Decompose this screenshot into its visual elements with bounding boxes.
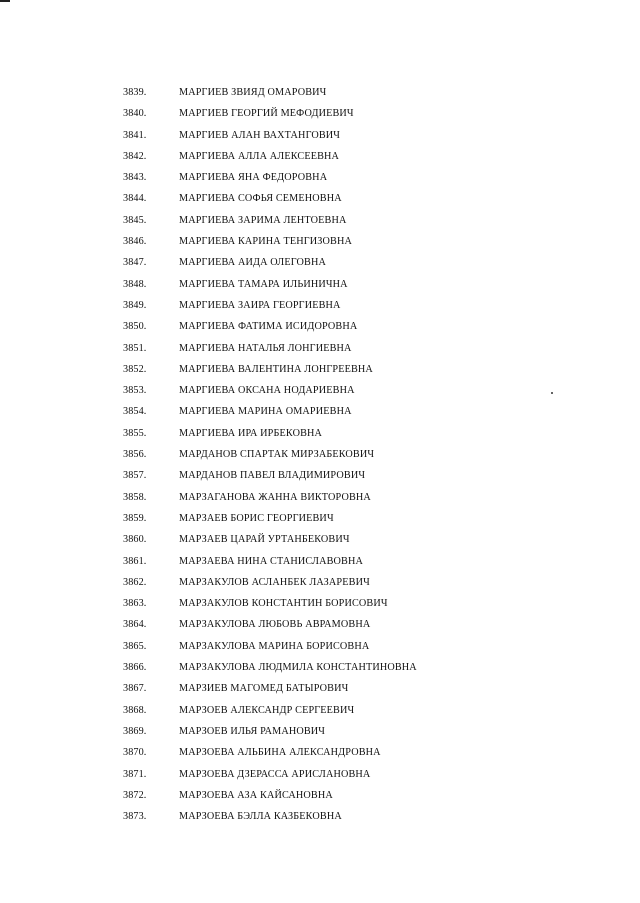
list-item [0, 252, 640, 273]
list-item [0, 764, 640, 785]
entry-number: 3848. [123, 278, 147, 290]
entry-name: МАРЗОЕВА ДЗЕРАССА АРИСЛАНОВНА [179, 768, 371, 780]
entry-name: МАРЗАКУЛОВА МАРИНА БОРИСОВНА [179, 640, 370, 652]
list-item [0, 380, 640, 401]
entry-number: 3849. [123, 299, 147, 311]
entry-name: МАРГИЕВА ВАЛЕНТИНА ЛОНГРЕЕВНА [179, 363, 373, 375]
list-item [0, 146, 640, 167]
list-item [0, 295, 640, 316]
list-item [0, 529, 640, 550]
entry-name: МАРГИЕВА ИРА ИРБЕКОВНА [179, 427, 323, 439]
list-item [0, 338, 640, 359]
entry-name: МАРГИЕВА АИДА ОЛЕГОВНА [179, 257, 326, 269]
entry-number: 3869. [123, 725, 147, 737]
entry-name: МАРЗАКУЛОВА ЛЮДМИЛА КОНСТАНТИНОВНА [179, 662, 417, 674]
list-item [0, 678, 640, 699]
entry-number: 3841. [123, 129, 147, 141]
entry-name: МАРГИЕВА ТАМАРА ИЛЬИНИЧНА [179, 278, 348, 290]
entry-name: МАРЗОЕВ АЛЕКСАНДР СЕРГЕЕВИЧ [179, 704, 355, 716]
entry-name: МАРГИЕВА МАРИНА ОМАРИЕВНА [179, 406, 352, 418]
list-item [0, 423, 640, 444]
list-item [0, 465, 640, 486]
entry-name: МАРЗАЕВ БОРИС ГЕОРГИЕВИЧ [179, 512, 334, 524]
list-item [0, 636, 640, 657]
entry-number: 3843. [123, 172, 147, 184]
entry-number: 3839. [123, 87, 147, 98]
entry-name: МАРГИЕВА ФАТИМА ИСИДОРОВНА [179, 321, 358, 333]
entry-name: МАРГИЕВА АЛЛА АЛЕКСЕЕВНА [179, 150, 340, 162]
name-list [0, 82, 640, 827]
entry-name: МАРЗИЕВ МАГОМЕД БАТЫРОВИЧ [179, 683, 349, 695]
entry-number: 3860. [123, 534, 147, 546]
entry-name: МАРГИЕВА СОФЬЯ СЕМЕНОВНА [179, 193, 342, 205]
entry-number: 3853. [123, 385, 147, 397]
entry-number: 3865. [123, 640, 147, 652]
entry-name: МАРГИЕВА НАТАЛЬЯ ЛОНГИЕВНА [179, 342, 352, 354]
entry-number: 3871. [123, 768, 147, 780]
entry-number: 3851. [123, 342, 147, 354]
entry-name: МАРГИЕВА ЗАИРА ГЕОРГИЕВНА [179, 299, 341, 311]
list-item [0, 614, 640, 635]
list-item [0, 401, 640, 422]
entry-name: МАРЗОЕВ ИЛЬЯ РАМАНОВИЧ [179, 725, 326, 737]
entry-number: 3868. [123, 704, 147, 716]
entry-number: 3870. [123, 747, 147, 759]
list-item [0, 572, 640, 593]
list-item [0, 231, 640, 252]
list-item [0, 274, 640, 295]
entry-name: МАРЗАЕВА НИНА СТАНИСЛАВОВНА [179, 555, 364, 567]
entry-number: 3872. [123, 789, 147, 801]
entry-name: МАРЗОЕВА АЛЬБИНА АЛЕКСАНДРОВНА [179, 747, 381, 759]
entry-number: 3866. [123, 662, 147, 674]
entry-number: 3847. [123, 257, 147, 269]
list-item [0, 188, 640, 209]
entry-number: 3844. [123, 193, 147, 205]
list-item [0, 700, 640, 721]
list-item [0, 167, 640, 188]
list-item [0, 508, 640, 529]
entry-name: МАРДАНОВ СПАРТАК МИРЗАБЕКОВИЧ [179, 449, 375, 461]
entry-number: 3861. [123, 555, 147, 567]
list-item [0, 125, 640, 146]
entry-name: МАРЗАЕВ ЦАРАЙ УРТАНБЕКОВИЧ [179, 534, 350, 546]
entry-name: МАРЗАГАНОВА ЖАННА ВИКТОРОВНА [179, 491, 371, 503]
entry-name: МАРЗАКУЛОВ КОНСТАНТИН БОРИСОВИЧ [179, 598, 388, 610]
list-item [0, 593, 640, 614]
list-item [0, 316, 640, 337]
entry-name: МАРГИЕВ ГЕОРГИЙ МЕФОДИЕВИЧ [179, 108, 354, 120]
entry-number: 3840. [123, 108, 147, 120]
list-item [0, 487, 640, 508]
entry-number: 3842. [123, 150, 147, 162]
entry-name: МАРГИЕВ ЗВИЯД ОМАРОВИЧ [179, 87, 327, 98]
entry-name: МАРГИЕВА ЗАРИМА ЛЕНТОЕВНА [179, 214, 347, 226]
entry-name: МАРДАНОВ ПАВЕЛ ВЛАДИМИРОВИЧ [179, 470, 366, 482]
list-item [0, 82, 640, 103]
entry-name: МАРЗОЕВА БЭЛЛА КАЗБЕКОВНА [179, 811, 342, 823]
entry-number: 3856. [123, 449, 147, 461]
list-item [0, 103, 640, 124]
entry-name: МАРЗОЕВА АЗА КАЙСАНОВНА [179, 789, 333, 801]
list-item [0, 359, 640, 380]
list-item [0, 742, 640, 763]
list-item [0, 444, 640, 465]
list-item [0, 551, 640, 572]
entry-number: 3873. [123, 811, 147, 823]
entry-number: 3855. [123, 427, 147, 439]
entry-name: МАРГИЕВ АЛАН ВАХТАНГОВИЧ [179, 129, 341, 141]
entry-number: 3863. [123, 598, 147, 610]
entry-number: 3857. [123, 470, 147, 482]
list-item [0, 657, 640, 678]
entry-number: 3867. [123, 683, 147, 695]
list-item [0, 721, 640, 742]
entry-number: 3852. [123, 363, 147, 375]
entry-number: 3854. [123, 406, 147, 418]
entry-number: 3846. [123, 236, 147, 248]
entry-number: 3845. [123, 214, 147, 226]
list-item [0, 806, 640, 827]
entry-number: 3850. [123, 321, 147, 333]
list-item [0, 210, 640, 231]
entry-name: МАРЗАКУЛОВА ЛЮБОВЬ АВРАМОВНА [179, 619, 371, 631]
list-item [0, 785, 640, 806]
entry-number: 3862. [123, 576, 147, 588]
entry-name: МАРГИЕВА КАРИНА ТЕНГИЗОВНА [179, 236, 352, 248]
entry-number: 3859. [123, 512, 147, 524]
entry-name: МАРЗАКУЛОВ АСЛАНБЕК ЛАЗАРЕВИЧ [179, 576, 370, 588]
entry-name: МАРГИЕВА ЯНА ФЕДОРОВНА [179, 172, 328, 184]
entry-number: 3858. [123, 491, 147, 503]
entry-number: 3864. [123, 619, 147, 631]
entry-name: МАРГИЕВА ОКСАНА НОДАРИЕВНА [179, 385, 355, 397]
scan-corner-mark [0, 0, 10, 2]
